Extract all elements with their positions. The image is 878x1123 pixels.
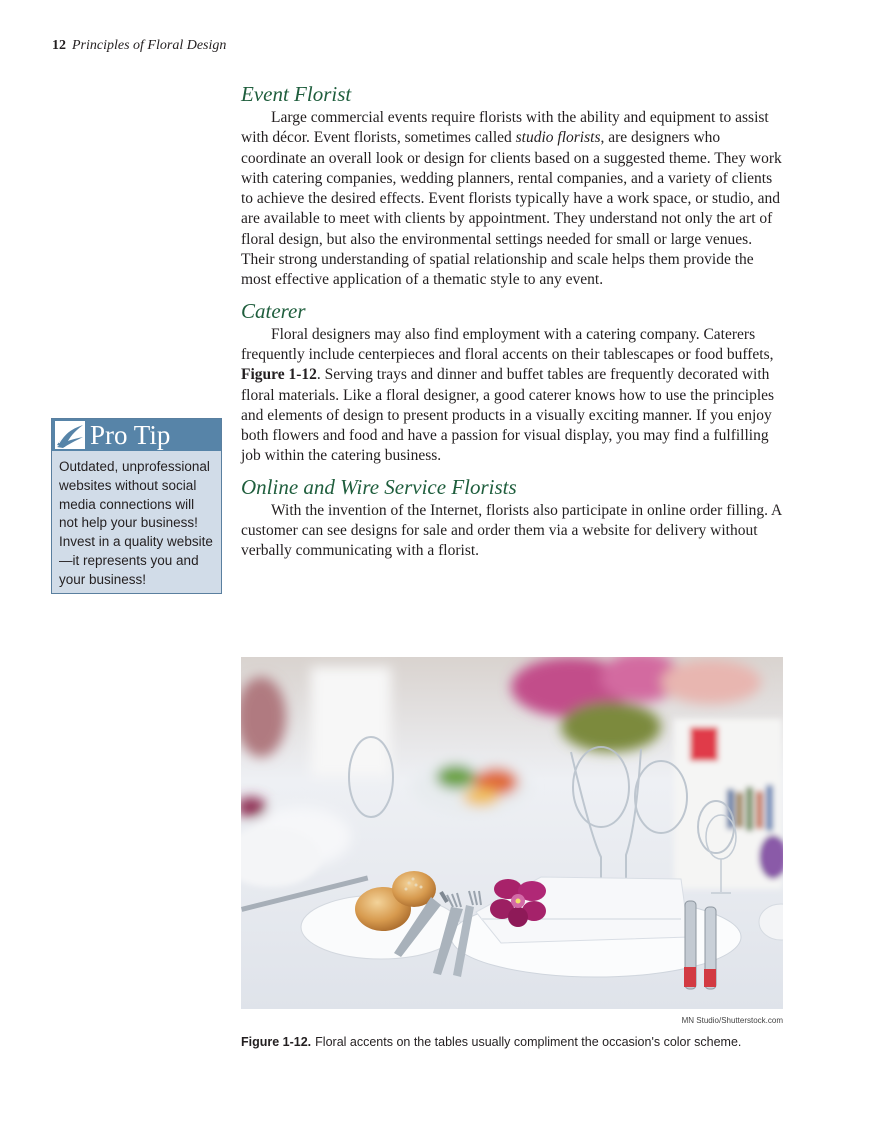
pro-tip-box: [51, 418, 222, 594]
term-studio-florists: studio florists: [515, 129, 601, 147]
figure-caption: [241, 1034, 821, 1050]
table-setting-photo: [241, 657, 783, 1009]
main-column: [241, 80, 786, 568]
figure-reference: Figure 1-12: [241, 366, 317, 384]
pro-tip-header: [52, 419, 221, 451]
paragraph-caterer: [241, 325, 786, 467]
paragraph-online-florists: With the invention of the Internet, florists also participate in online order filling. A customer can see designs for sale and order them via a website for delivery without verbally communicating with a florist.: [241, 501, 782, 560]
text-run: , are designers who coordinate an overall look or design for clients based on a suggested theme. They work with catering companies, wedding planners, rental companies, and a variety of clients to achieve the desired effects. Event florists typically have a work space, or studio, and are available to meet with clients by appointment. They understand not only the art of floral design, but also the environmental settings needed for small or large venues. Their strong understanding of spatial relationship and scale helps them provide the most effective application of a thematic style to any event.: [241, 129, 782, 289]
text-run: Large commercial events require florists with the ability and equipment to assist with décor. Event florists, sometimes called: [241, 109, 769, 147]
figure-label: Figure 1-12.: [241, 1035, 312, 1049]
paragraph-event-florist: [241, 108, 786, 291]
pro-tip-title: Pro Tip: [90, 420, 171, 450]
text-run: Floral designers may also find employment with a catering company. Caterers frequently include centerpieces and floral accents on their tablescapes or food buffets,: [241, 325, 774, 363]
heading-caterer: Caterer: [241, 298, 306, 323]
photo-credit: MN Studio/Shutterstock.com: [681, 1016, 783, 1025]
page-number: 12: [52, 38, 66, 53]
figure-photo: [241, 657, 783, 1009]
text-run: . Serving trays and dinner and buffet tables are frequently decorated with floral materials. Like a floral designer, a good caterer knows how to use the principles and elements of design to present products in a visually exciting manner. If you enjoy both flowers and food and have a passion for visual display, you may find a fulfilling job within the catering business.: [241, 366, 775, 465]
pro-tip-body: Outdated, unprofessional websites without social media connections will not help your business! Invest in a quality website—it represents you and your business!: [59, 459, 213, 587]
figure-caption-text: Floral accents on the tables usually compliment the occasion's color scheme.: [315, 1035, 742, 1049]
leaf-logo-icon: [55, 421, 85, 449]
heading-event-florist: Event Florist: [241, 82, 352, 106]
running-head: [52, 37, 226, 55]
heading-online-florists: Online and Wire Service Florists: [241, 474, 517, 499]
book-title: Principles of Floral Design: [72, 38, 227, 53]
